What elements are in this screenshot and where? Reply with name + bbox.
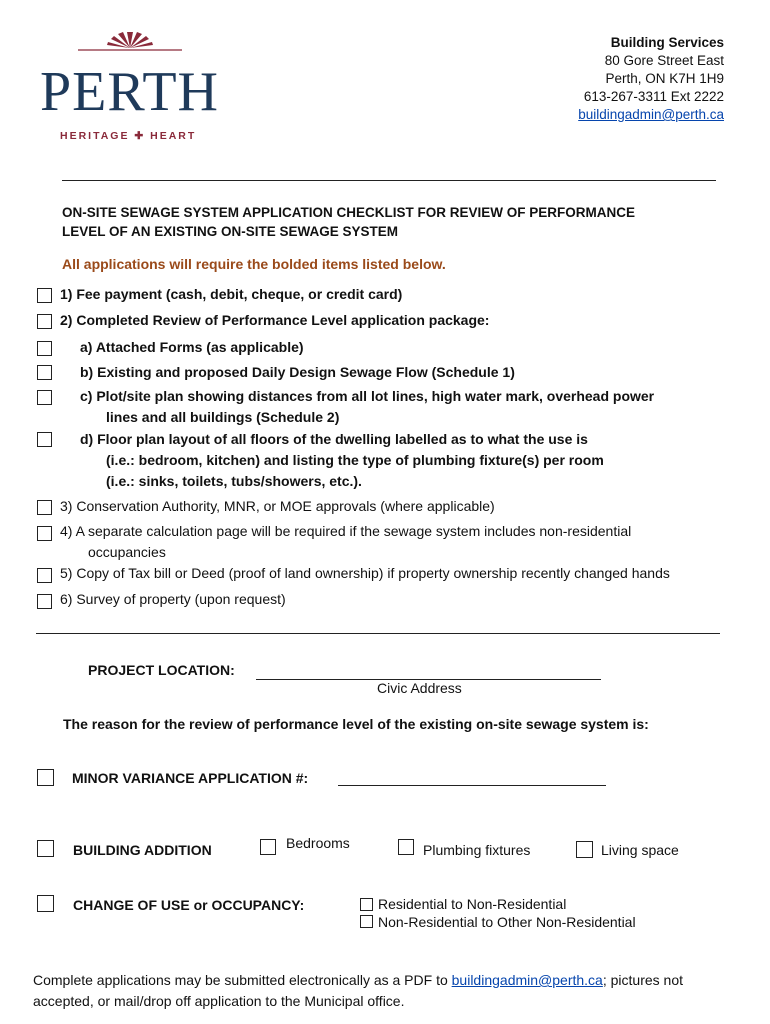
contact-block [578, 34, 724, 124]
item-floor-plan [80, 429, 604, 492]
street-address: 80 Gore Street East [604, 53, 724, 68]
footer-email-link[interactable]: buildingadmin@perth.ca [451, 972, 603, 988]
title-line-1: ON-SITE SEWAGE SYSTEM APPLICATION CHECKLIST FOR REVIEW OF PERFORMANCE [62, 205, 636, 220]
footer-line-2: accepted, or mail/drop off application to the Municipal office. [33, 993, 405, 1009]
logo-wordmark: PERTH [40, 61, 219, 123]
org-name: Building Services [610, 35, 724, 50]
checkbox-bedrooms[interactable] [260, 839, 276, 855]
floor-plan-line-1: d) Floor plan layout of all floors of the dwelling labelled as to what the use is [80, 431, 588, 447]
checkbox-plumbing-fixtures[interactable] [398, 839, 414, 855]
checkbox-approvals[interactable] [37, 500, 52, 515]
minor-variance-label: MINOR VARIANCE APPLICATION #: [72, 770, 309, 786]
checkbox-minor-variance[interactable] [37, 769, 54, 786]
tagline-left: HERITAGE [60, 130, 130, 142]
floor-plan-line-2: (i.e.: bedroom, kitchen) and listing the type of plumbing fixture(s) per room [106, 452, 604, 468]
item-sewage-flow: b) Existing and proposed Daily Design Sewage Flow (Schedule 1) [80, 364, 515, 380]
reason-heading: The reason for the review of performance level of the existing on-site sewage system is: [63, 716, 649, 732]
plumbing-fixtures-label: Plumbing fixtures [423, 842, 531, 858]
calculation-line-2: occupancies [88, 544, 166, 560]
bedrooms-label: Bedrooms [286, 835, 350, 851]
checkbox-building-addition[interactable] [37, 840, 54, 857]
checkbox-floor-plan[interactable] [37, 432, 52, 447]
project-location-label: PROJECT LOCATION: [88, 662, 235, 678]
checkbox-residential-to-nonresidential[interactable] [360, 898, 373, 911]
checkbox-nonresidential-to-other[interactable] [360, 915, 373, 928]
item-calculation-page [60, 521, 631, 563]
item-tax-bill: 5) Copy of Tax bill or Deed (proof of land ownership) if property ownership recently changed hands [60, 565, 670, 581]
perth-logo [40, 28, 220, 146]
checkbox-living-space[interactable] [576, 841, 593, 858]
cross-icon: ✚ [134, 130, 146, 142]
checkbox-attached-forms[interactable] [37, 341, 52, 356]
item-survey: 6) Survey of property (upon request) [60, 591, 286, 607]
building-addition-label: BUILDING ADDITION [73, 842, 212, 858]
item-fee-payment: 1) Fee payment (cash, debit, cheque, or credit card) [60, 286, 403, 302]
footer-text-start: Complete applications may be submitted electronically as a PDF to [33, 972, 452, 988]
tagline-right: HEART [150, 130, 197, 142]
living-space-label: Living space [601, 842, 679, 858]
item-application-package: 2) Completed Review of Performance Level application package: [60, 312, 490, 328]
footer-text-end: ; pictures not [602, 972, 683, 988]
item-attached-forms: a) Attached Forms (as applicable) [80, 339, 304, 355]
title-line-2: LEVEL OF AN EXISTING ON-SITE SEWAGE SYSTEM [62, 224, 399, 239]
header-divider [62, 180, 716, 181]
checkbox-application-package[interactable] [37, 314, 52, 329]
project-location-field[interactable] [256, 662, 601, 680]
item-approvals: 3) Conservation Authority, MNR, or MOE approvals (where applicable) [60, 498, 495, 514]
requirement-note: All applications will require the bolded items listed below. [62, 256, 446, 272]
minor-variance-number-field[interactable] [338, 770, 606, 786]
change-of-use-label: CHANGE OF USE or OCCUPANCY: [73, 897, 305, 913]
checkbox-sewage-flow[interactable] [37, 365, 52, 380]
civic-address-caption: Civic Address [377, 680, 462, 696]
sunburst-icon [78, 28, 182, 52]
logo-tagline [60, 130, 196, 142]
site-plan-line-1: c) Plot/site plan showing distances from all lot lines, high water mark, overhead power [80, 388, 655, 404]
calculation-line-1: 4) A separate calculation page will be required if the sewage system includes non-residential [60, 523, 632, 539]
submission-footer [33, 970, 733, 1012]
contact-email-link[interactable]: buildingadmin@perth.ca [578, 107, 724, 122]
checklist-divider [36, 633, 720, 634]
checkbox-change-of-use[interactable] [37, 895, 54, 912]
checkbox-calculation-page[interactable] [37, 526, 52, 541]
checkbox-fee-payment[interactable] [37, 288, 52, 303]
site-plan-line-2: lines and all buildings (Schedule 2) [106, 409, 340, 425]
checkbox-tax-bill[interactable] [37, 568, 52, 583]
checkbox-survey[interactable] [37, 594, 52, 609]
nonresidential-to-other-label: Non-Residential to Other Non-Residential [378, 914, 636, 930]
phone: 613-267-3311 Ext 2222 [583, 89, 724, 104]
page-title [62, 203, 635, 241]
item-site-plan [80, 386, 654, 428]
floor-plan-line-3: (i.e.: sinks, toilets, tubs/showers, etc.). [106, 473, 362, 489]
checkbox-site-plan[interactable] [37, 390, 52, 405]
city-address: Perth, ON K7H 1H9 [605, 71, 724, 86]
residential-to-nonresidential-label: Residential to Non-Residential [378, 896, 567, 912]
